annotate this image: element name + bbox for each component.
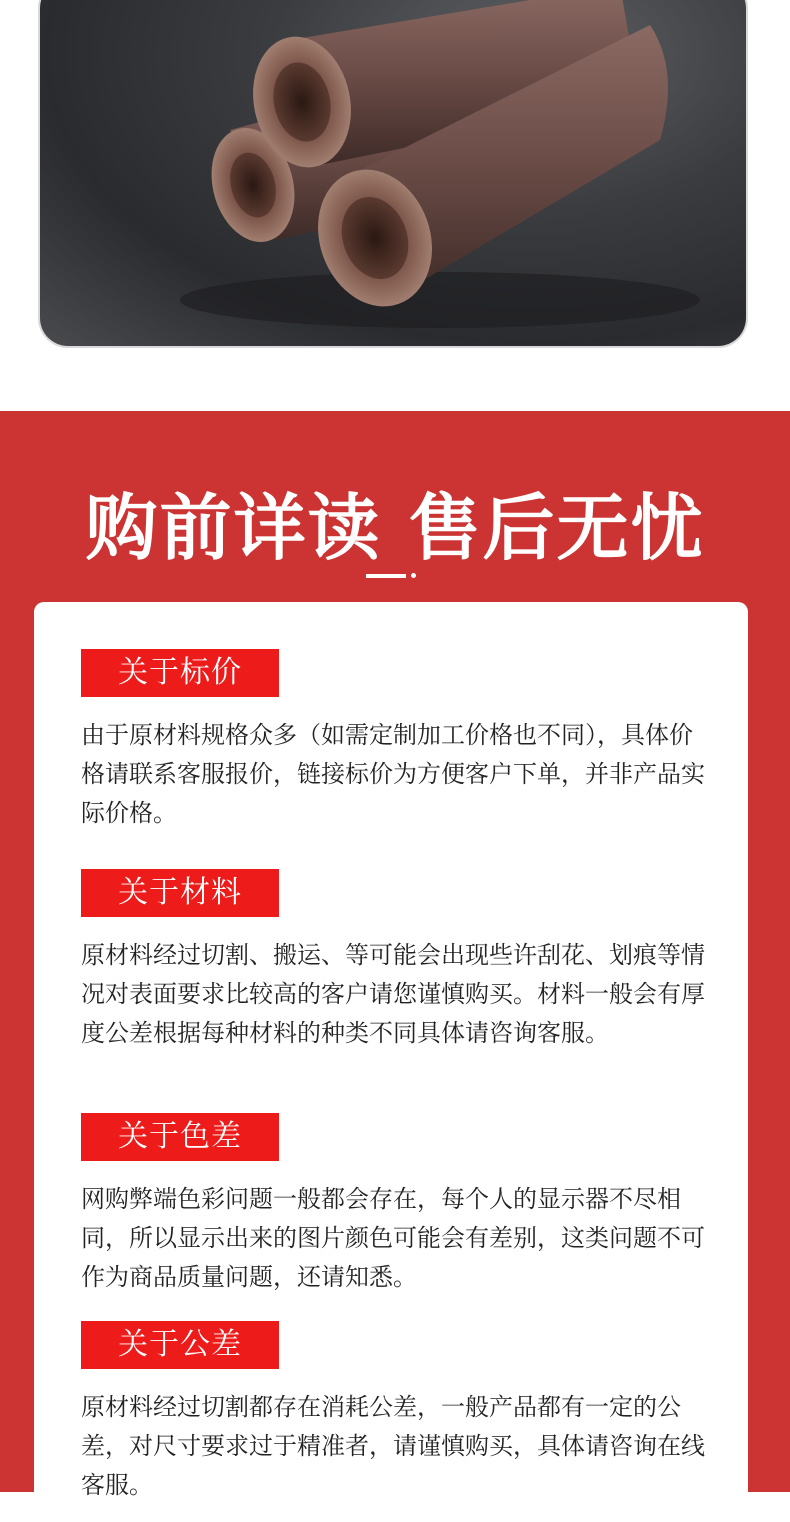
section-text-material: 原材料经过切割、搬运、等可能会出现些许刮花、划痕等情况对表面要求比较高的客户请您谨慎购买。材料一般会有厚度公差根据每种材料的种类不同具体请咨询客服。 <box>81 941 705 1047</box>
section-tag-tolerance: 关于公差 <box>81 1321 279 1369</box>
section-text-tolerance: 原材料经过切割都存在消耗公差，一般产品都有一定的公差，对尺寸要求过于精准者，请谨慎购买，具体请咨询在线客服。 <box>81 1393 705 1499</box>
section-tag-color: 关于色差 <box>81 1113 279 1161</box>
notice-headline: 购前详读 售后无忧 <box>85 486 705 570</box>
section-text-color: 网购弊端色彩问题一般都会存在，每个人的显示器不尽相同，所以显示出来的图片颜色可能会有差别，这类问题不可作为商品质量问题，还请知悉。 <box>81 1185 705 1291</box>
section-tag-material: 关于材料 <box>81 869 279 917</box>
headline-divider <box>366 574 406 578</box>
section-text-price: 由于原材料规格众多（如需定制加工价格也不同），具体价格请联系客服报价，链接标价为方便客户下单，并非产品实际价格。 <box>81 721 705 827</box>
headline-divider-dot <box>411 573 416 578</box>
section-tag-price: 关于标价 <box>81 649 279 697</box>
insulating-tubes-image <box>40 0 746 346</box>
product-photo <box>40 0 746 346</box>
